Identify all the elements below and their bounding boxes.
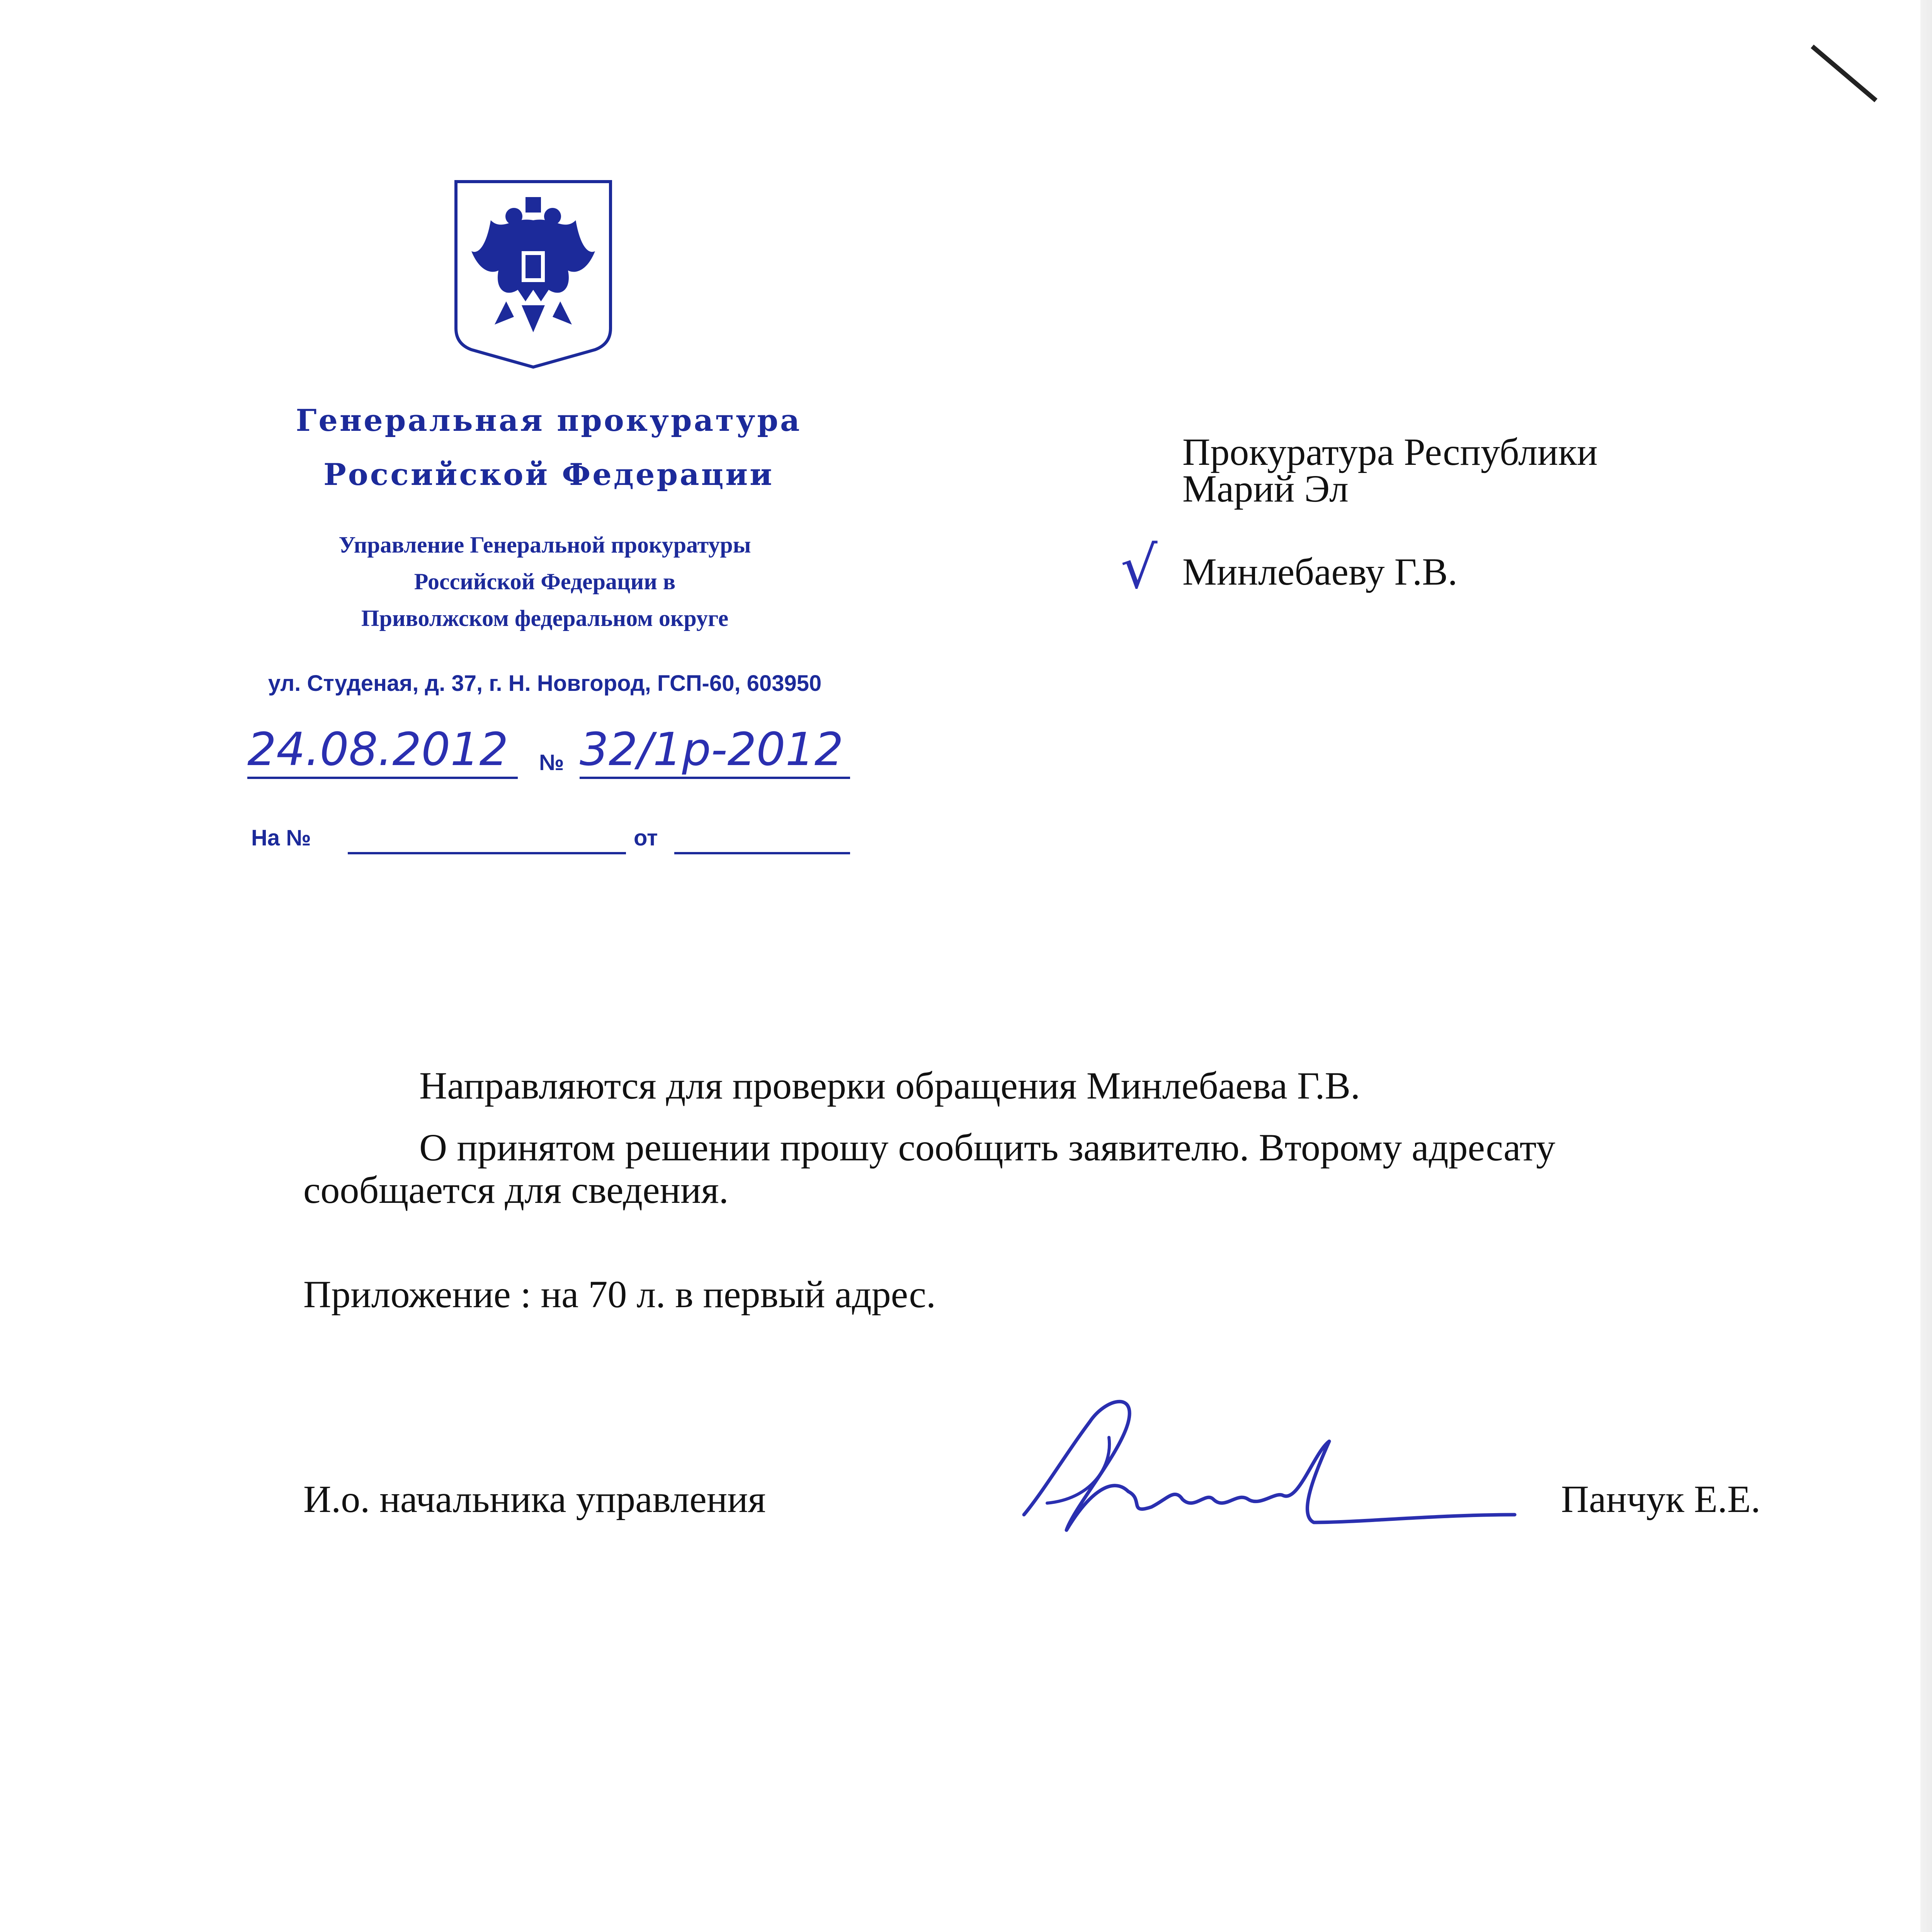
recipient-line1: Прокуратура Республики [1182, 430, 1598, 473]
number-sign: № [539, 750, 564, 775]
check-mark: √ [1121, 534, 1158, 602]
attachment-note: Приложение : на 70 л. в первый адрес. [303, 1273, 936, 1316]
body-paragraph2-line1: О принятом решении прошу сообщить заявителю. Второму адресату [419, 1126, 1556, 1169]
coat-of-arms-emblem [448, 174, 618, 371]
address: ул. Студеная, д. 37, г. Н. Новгород, ГСП-60, 603950 [268, 671, 822, 696]
page-edge-shadow [1920, 0, 1932, 1932]
date-underline [247, 777, 518, 779]
reply-from-underline [674, 852, 850, 854]
body-paragraph2-line2: сообщается для сведения. [303, 1168, 729, 1211]
body-paragraph1: Направляются для проверки обращения Минлебаева Г.В. [419, 1064, 1361, 1107]
handwritten-date: 24.08.2012 [247, 723, 509, 776]
recipient-line2: Марий Эл [1182, 467, 1349, 510]
dept-line3: Приволжском федеральном округе [361, 605, 729, 631]
handwritten-number: 32/1р-2012 [580, 723, 844, 776]
dept-line2: Российской Федерации в [414, 569, 676, 594]
org-title-line2: Российской Федерации [323, 457, 774, 492]
number-underline [580, 777, 850, 779]
dept-line1: Управление Генеральной прокуратуры [338, 532, 751, 558]
corner-mark [1808, 43, 1886, 108]
signatory-position: И.о. начальника управления [303, 1478, 766, 1520]
reply-number-underline [348, 852, 626, 854]
handwritten-signature [1012, 1376, 1522, 1553]
recipient-line3: Минлебаеву Г.В. [1182, 550, 1458, 593]
reply-number-label: На № [251, 825, 311, 850]
org-title-line1: Генеральная прокуратура [296, 403, 802, 438]
signatory-name: Панчук Е.Е. [1561, 1478, 1761, 1520]
reply-from-label: от [634, 825, 658, 850]
